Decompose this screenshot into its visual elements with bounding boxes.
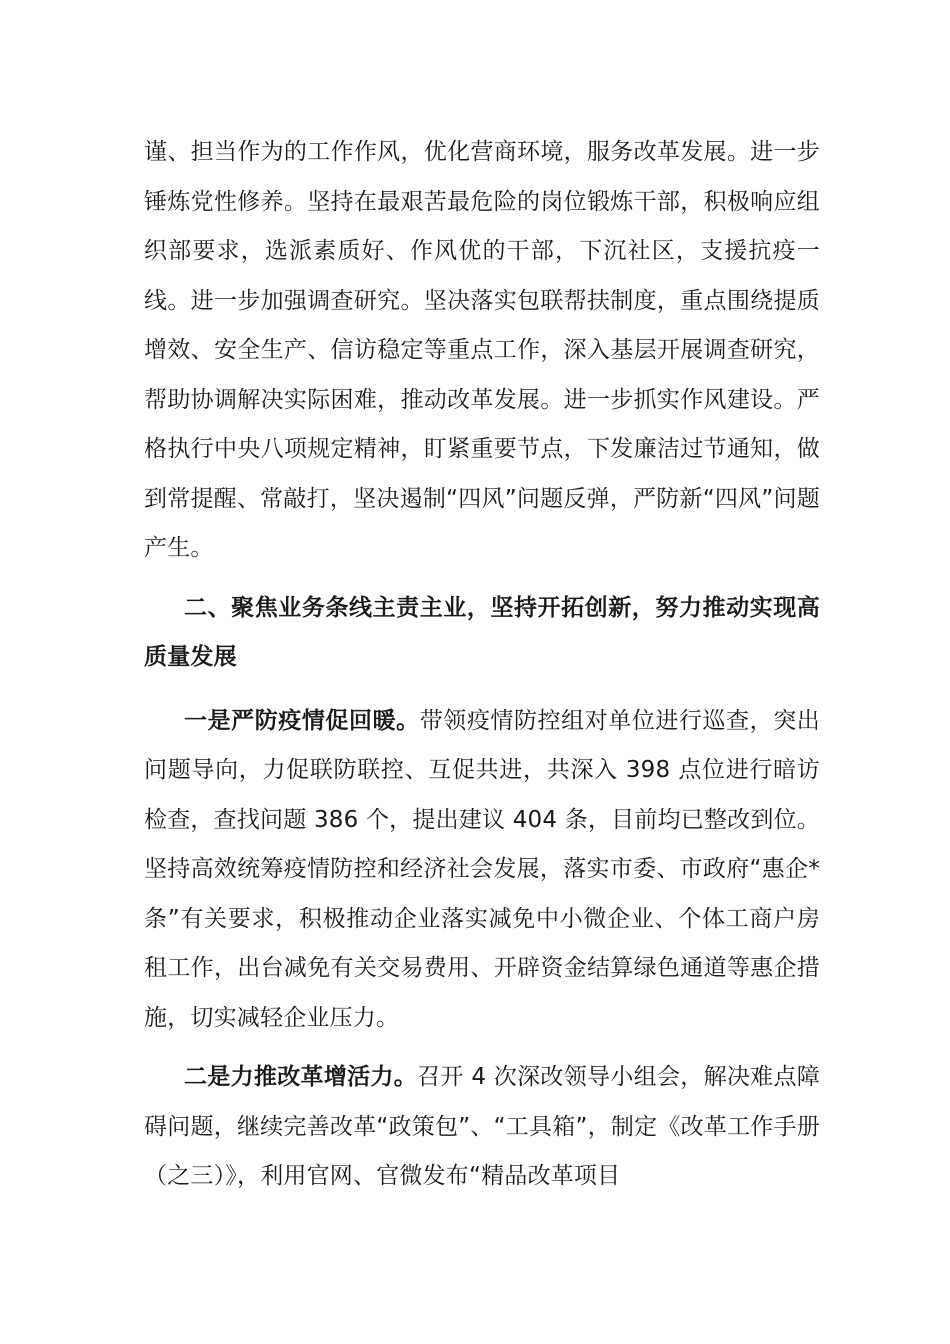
paragraph-body-2: 召开 4 次深改领导小组会，解决难点障碍问题，继续完善改革“政策包”、“工具箱”，制定《改革工作手册（之三）》，利用官网、官微发布“精品改革项目: [144, 1064, 820, 1189]
paragraph-body-1: 带领疫情防控组对单位进行巡查，突出问题导向，力促联防联控、互促共进，共深入 398 点位进行暗访检查，查找问题 386 个，提出建议 404 条，目前均已整改到位。坚持高效统筹疫情防控和经济社会发展，落实市委、市政府“惠企*条”有关要求，积极推动企业落实减免中小微企业、个体工商户房租工作，出台减免有关交易费用、开辟资金结算绿色通道等惠企措施，切实减轻企业压力。: [144, 707, 821, 1031]
paragraph-lead-1: 一是严防疫情促回暖。: [184, 707, 420, 734]
paragraph-epidemic-prevention: [144, 697, 820, 1044]
paragraph-work-style: 谨、担当作为的工作作风，优化营商环境，服务改革发展。进一步锤炼党性修养。坚持在最艰苦最危险的岗位锻炼干部，积极响应组织部要求，选派素质好、作风优的干部，下沉社区，支援抗疫一线。进一步加强调查研究。坚决落实包联帮扶制度，重点围绕提质增效、安全生产、信访稳定等重点工作，深入基层开展调查研究，帮助协调解决实际困难，推动改革发展。进一步抓实作风建设。严格执行中央八项规定精神，盯紧重要节点，下发廉洁过节通知，做到常提醒、常敲打，坚决遏制“四风”问题反弹，严防新“四风”问题产生。: [144, 139, 820, 561]
paragraph-lead-2: 二是力推改革增活力。: [184, 1064, 418, 1090]
document-body: [144, 128, 820, 1202]
section-heading-2: 二、聚焦业务条线主责主业，坚持开拓创新，努力推动实现高质量发展: [144, 594, 820, 670]
paragraph-reform: [144, 1053, 820, 1202]
